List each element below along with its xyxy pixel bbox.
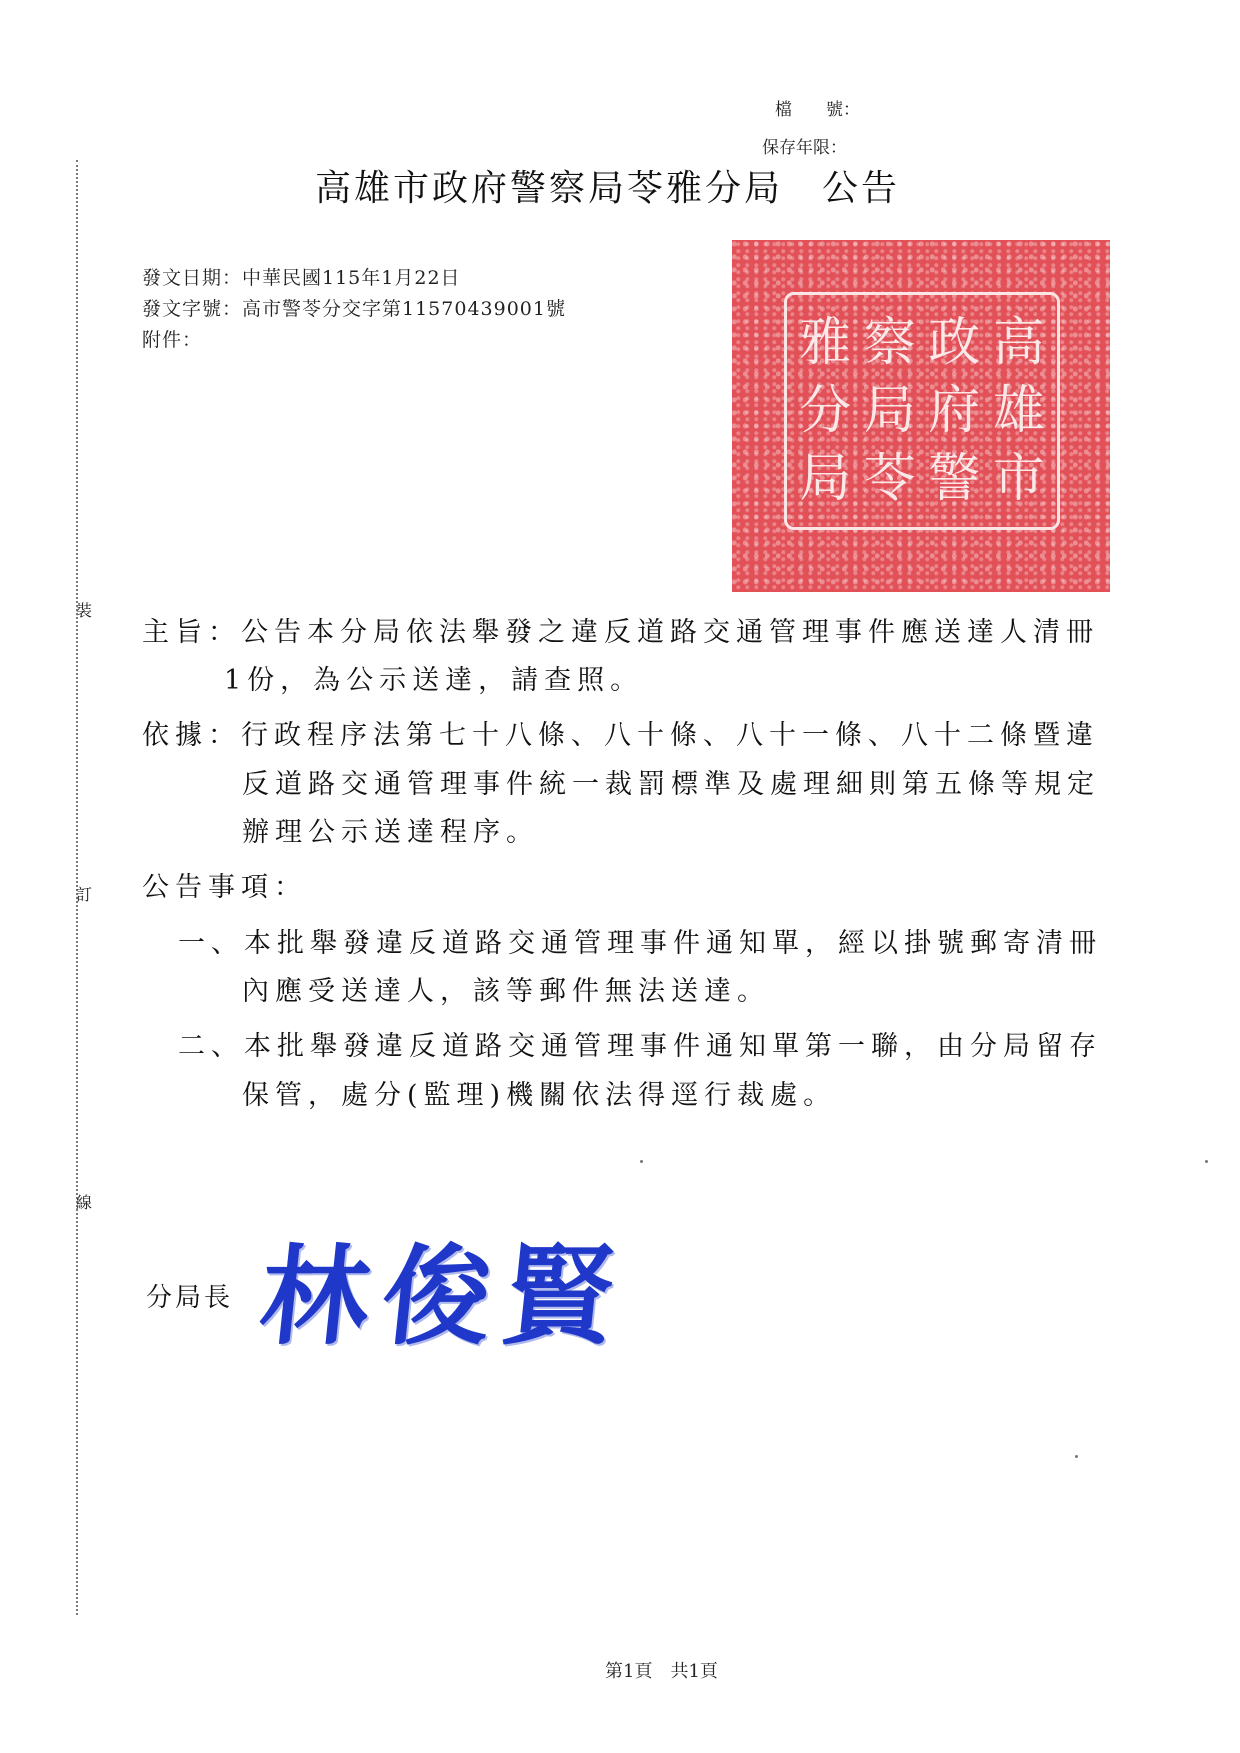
page-number: 第1頁 共1頁 [605, 1661, 718, 1682]
attachment-label: 附件： [142, 329, 203, 351]
official-seal [732, 240, 1110, 592]
seal-character: 雄 [992, 381, 1045, 441]
seal-character: 局 [863, 381, 916, 441]
binding-mark-middle: 訂 [76, 885, 93, 904]
basis-line-3: 辦理公示送達程序。 [242, 817, 539, 848]
seal-character: 市 [992, 449, 1045, 509]
seal-character: 高 [992, 313, 1045, 373]
document-type: 公告 [822, 168, 901, 209]
seal-column [928, 309, 980, 513]
binding-mark-bottom: 線 [76, 1193, 93, 1212]
seal-column [799, 309, 851, 513]
seal-character: 分 [799, 381, 852, 441]
signer-title: 分局長 [146, 1283, 234, 1313]
notice-heading: 公告事項： [142, 872, 307, 903]
notice-item-2-line-1: 二、本批舉發違反道路交通管理事件通知單第一聯，由分局留存 [178, 1031, 1102, 1062]
scan-speck [1075, 1455, 1078, 1458]
notice-item-1-line-1: 一、本批舉發違反道路交通管理事件通知單，經以掛號郵寄清冊 [178, 928, 1102, 959]
seal-character: 局 [799, 449, 852, 509]
basis-line-2: 反道路交通管理事件統一裁罰標準及處理細則第五條等規定 [242, 769, 1100, 800]
basis-line-1: 依據：行政程序法第七十八條、八十條、八十一條、八十二條暨違 [142, 720, 1099, 751]
retention-period-label: 保存年限： [762, 138, 847, 158]
issue-date: 發文日期：中華民國115年1月22日 [142, 267, 461, 289]
notice-item-2-line-2: 保管，處分(監理)機關依法得逕行裁處。 [242, 1080, 837, 1111]
notice-item-1-line-2: 內應受送達人，該等郵件無法送達。 [242, 976, 770, 1007]
scan-speck [1205, 1160, 1208, 1163]
seal-character: 苓 [863, 449, 916, 509]
seal-character: 政 [928, 313, 981, 373]
seal-character: 府 [928, 381, 981, 441]
binding-mark-top: 裝 [76, 601, 93, 620]
issue-number: 發文字號：高市警苓分交字第11570439001號 [142, 298, 566, 320]
subject-line-2: 1份，為公示送達，請查照。 [224, 665, 644, 696]
seal-inscription [784, 292, 1060, 530]
seal-character: 警 [928, 449, 981, 509]
seal-column [993, 309, 1045, 513]
seal-character: 雅 [799, 313, 852, 373]
seal-column [864, 309, 916, 513]
scan-speck [640, 1160, 643, 1163]
signature-stamp: 林俊賢 [254, 1234, 634, 1360]
seal-character: 察 [863, 313, 916, 373]
agency-name: 高雄市政府警察局苓雅分局 [315, 168, 784, 209]
document-title [315, 160, 900, 211]
file-number-label: 檔 號： [775, 100, 860, 120]
subject-line-1: 主旨：公告本分局依法舉發之違反道路交通管理事件應送達人清冊 [142, 617, 1099, 648]
